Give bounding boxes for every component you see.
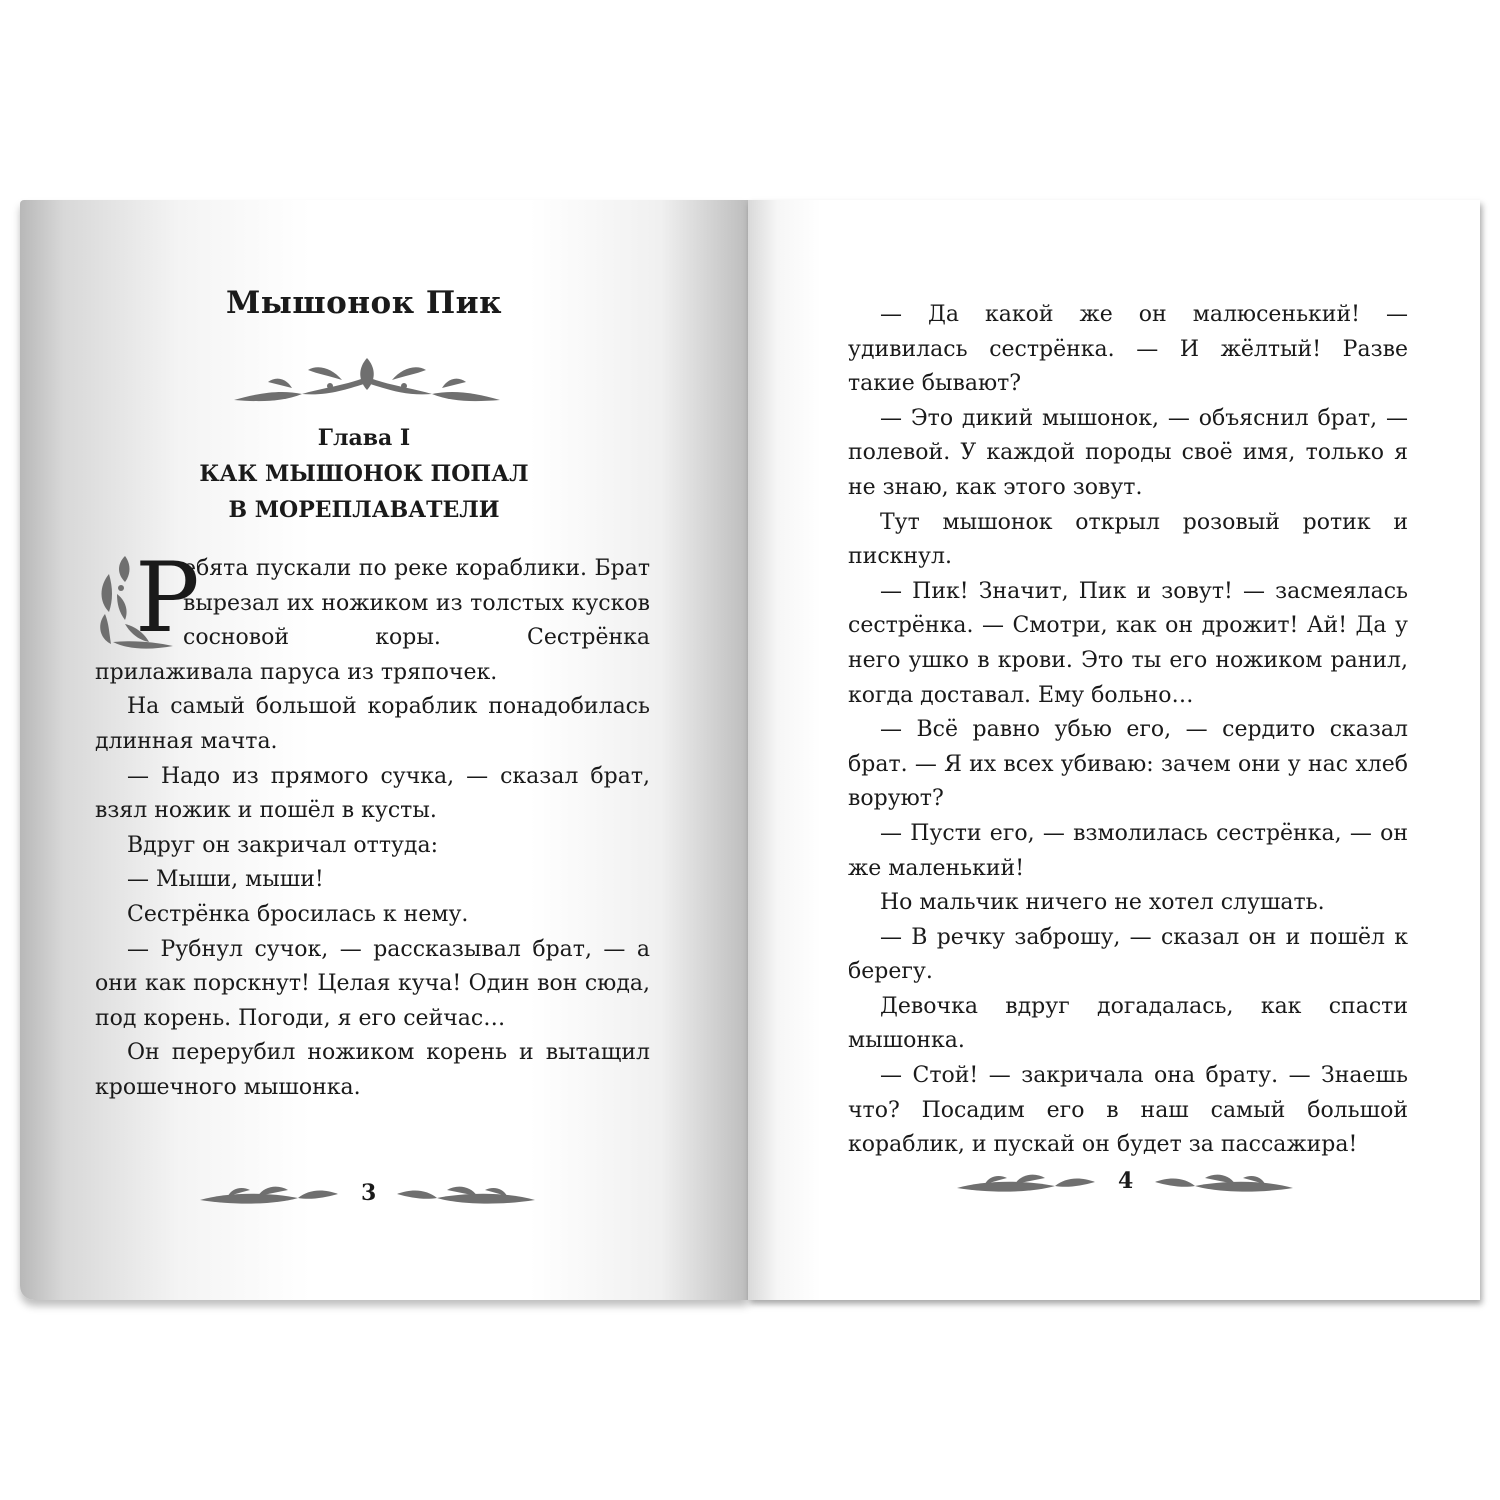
page-number-left: 3: [361, 1180, 377, 1206]
page-number-ornament-left: [955, 1170, 1100, 1198]
paragraph: — Это дикий мышонок, — объяснил брат, — полевой. У каждой породы своё имя, только я не знаю, как этого зовут.: [848, 405, 1408, 500]
paragraph: — Рубнул сучок, — рассказывал брат, — а они как порскнут! Целая куча! Один вон сюда, под корень. Погоди, я его сейчас…: [95, 936, 650, 1031]
page-number-ornament-right: [392, 1182, 537, 1210]
chapter-number: Глава I: [317, 425, 411, 451]
paragraph: — Мыши, мыши!: [127, 867, 324, 893]
paragraph: Тут мышонок открыл розовый ротик и пискнул.: [848, 509, 1408, 570]
paragraph: Вдруг он закричал оттуда:: [127, 832, 439, 858]
paragraph: Сестрёнка бросилась к нему.: [127, 901, 469, 927]
dropcap-ornament: [95, 542, 200, 654]
right-page-text: [848, 298, 1408, 1163]
dropcap-letter: Р: [135, 542, 200, 654]
first-paragraph-text: ебята пускали по реке кораблики. Брат вырезал их ножиком из толстых кусков сосновой коры. Сестрёнка прилаживала паруса из тряпочек.: [95, 556, 650, 685]
page-number-ornament-right: [1150, 1170, 1295, 1198]
paragraph: — Да какой же он малюсенький! — удивилась сестрёнка. — И жёлтый! Разве такие бывают?: [848, 302, 1408, 397]
first-paragraph: [95, 542, 650, 690]
book-title: Мышонок Пик: [225, 285, 503, 321]
left-page-text: [95, 542, 650, 1106]
chapter-title-line1: КАК МЫШОНОК ПОПАЛ: [199, 461, 529, 487]
paragraph: На самый большой кораблик понадобилась длинная мачта.: [95, 694, 650, 754]
paragraph: — В речку заброшу, — сказал он и пошёл к берегу.: [848, 924, 1408, 985]
title-ornament: [232, 350, 502, 410]
paragraph: Но мальчик ничего не хотел слушать.: [880, 890, 1325, 916]
paragraph: Девочка вдруг догадалась, как спасти мышонка.: [848, 993, 1408, 1054]
page-number-ornament-left: [198, 1182, 343, 1210]
paragraph: — Надо из прямого сучка, — сказал брат, взял ножик и пошёл в кусты.: [95, 763, 650, 824]
paragraph: — Всё равно убью его, — сердито сказал брат. — Я их всех убиваю: зачем они у нас хлеб воруют?: [848, 717, 1408, 812]
paragraph: — Стой! — закричала она брату. — Знаешь что? Посадим его в наш самый большой кораблик, и пускай он будет за пассажира!: [848, 1063, 1408, 1158]
paragraph: — Пик! Значит, Пик и зовут! — засмеялась сестрёнка. — Смотри, как он дрожит! Ай! Да у него ушко в крови. Это ты его ножиком ранил, когда доставал. Ему больно…: [848, 578, 1408, 708]
chapter-title-line2: В МОРЕПЛАВАТЕЛИ: [228, 497, 500, 523]
paragraph: Он перерубил ножиком корень и вытащил крошечного мышонка.: [95, 1040, 650, 1100]
page-number-right: 4: [1118, 1168, 1134, 1194]
chapter-heading: [0, 420, 728, 528]
paragraph: — Пусти его, — взмолилась сестрёнка, — он же маленький!: [848, 820, 1408, 881]
